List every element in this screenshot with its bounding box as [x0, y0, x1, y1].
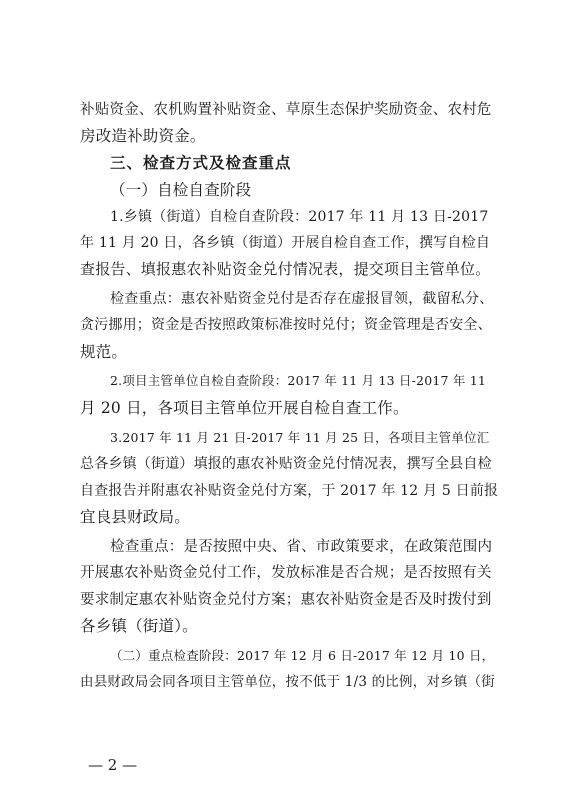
body-text-line: 2.项目主管单位自检自查阶段：2017 年 11 月 13 日-2017 年 11: [110, 373, 487, 388]
body-text-line: 月 20 日，各项目主管单位开展自检自查工作。: [80, 399, 409, 417]
body-text-line: 年 11 月 20 日，各乡镇（街道）开展自检自查工作，撰写自检自: [80, 235, 491, 251]
body-text-line: 贪污挪用；资金是否按照政策标准按时兑付；资金管理是否安全、: [80, 317, 492, 333]
body-text-line: 宜良县财政局。: [80, 508, 190, 526]
body-text-line: 总各乡镇（街道）填报的惠农补贴资金兑付情况表，撰写全县自检: [80, 456, 492, 472]
body-text-line: 1.乡镇（街道）自检自查阶段：2017 年 11 月 13 日-2017: [110, 209, 489, 225]
body-text-line: 各乡镇（街道）。: [80, 617, 198, 635]
body-text-line: 检查重点：是否按照中央、省、市政策要求，在政策范围内: [110, 539, 493, 555]
body-text-line: 补贴资金、农机购置补贴资金、草原生态保护奖励资金、农村危: [80, 102, 492, 118]
page-number: — 2 —: [88, 756, 138, 774]
body-text-line: 自查报告并附惠农补贴资金兑付方案，于 2017 年 12 月 5 日前报: [80, 483, 499, 499]
body-text-line: 查报告、填报惠农补贴资金兑付情况表，提交项目主管单位。: [80, 260, 491, 278]
body-text-line: 要求制定惠农补贴资金兑付方案；惠农补贴资金是否及时拨付到: [80, 592, 492, 608]
body-text-line: 3.2017 年 11 月 21 日-2017 年 11 月 25 日，各项目主管单位汇: [110, 430, 490, 445]
body-text-line: 规范。: [80, 343, 128, 361]
body-text-line: 由县财政局会同各项目主管单位，按不低于 1/3 的比例，对乡镇（街: [80, 674, 495, 690]
section-heading: 三、检查方式及检查重点: [110, 154, 292, 172]
subsection-heading: （二）重点检查阶段：2017 年 12 月 6 日-2017 年 12 月 10 日，: [110, 648, 495, 663]
body-text-line: 检查重点：惠农补贴资金兑付是否存在虚报冒领，截留私分、: [110, 291, 494, 307]
body-text-line: 房改造补助资金。: [80, 127, 206, 145]
subsection-heading: （一）自检自查阶段: [110, 181, 252, 199]
body-text-line: 开展惠农补贴资金兑付工作，发放标准是否合规；是否按照有关: [80, 565, 492, 581]
